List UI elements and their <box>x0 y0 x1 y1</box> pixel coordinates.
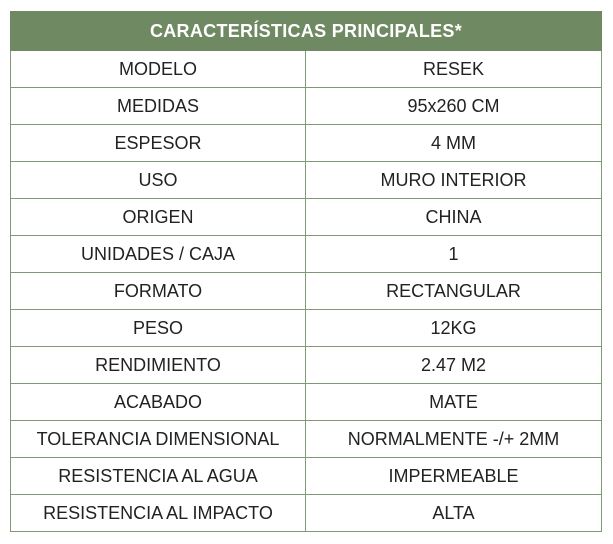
specs-table <box>10 11 602 532</box>
row-label: ESPESOR <box>11 125 306 162</box>
row-label: PESO <box>11 310 306 347</box>
row-value: 1 <box>306 236 602 273</box>
row-label: RENDIMIENTO <box>11 347 306 384</box>
table-row <box>11 88 602 125</box>
table-row <box>11 495 602 532</box>
row-label: RESISTENCIA AL IMPACTO <box>11 495 306 532</box>
table-row <box>11 51 602 88</box>
table-row <box>11 310 602 347</box>
row-label: MODELO <box>11 51 306 88</box>
row-value: 95x260 CM <box>306 88 602 125</box>
row-label: USO <box>11 162 306 199</box>
row-value: RECTANGULAR <box>306 273 602 310</box>
row-label: ORIGEN <box>11 199 306 236</box>
row-label: MEDIDAS <box>11 88 306 125</box>
row-label: UNIDADES / CAJA <box>11 236 306 273</box>
table-row <box>11 125 602 162</box>
table-row <box>11 347 602 384</box>
row-value: ALTA <box>306 495 602 532</box>
table-row <box>11 199 602 236</box>
table-row <box>11 458 602 495</box>
row-label: FORMATO <box>11 273 306 310</box>
row-value: MATE <box>306 384 602 421</box>
table-title: CARACTERÍSTICAS PRINCIPALES* <box>11 12 602 51</box>
row-value: IMPERMEABLE <box>306 458 602 495</box>
row-value: CHINA <box>306 199 602 236</box>
row-value: 4 MM <box>306 125 602 162</box>
row-label: ACABADO <box>11 384 306 421</box>
row-value: 12KG <box>306 310 602 347</box>
row-value: RESEK <box>306 51 602 88</box>
table-header-row <box>11 12 602 51</box>
table-row <box>11 421 602 458</box>
table-row <box>11 162 602 199</box>
row-value: NORMALMENTE -/+ 2MM <box>306 421 602 458</box>
row-label: RESISTENCIA AL AGUA <box>11 458 306 495</box>
row-value: 2.47 M2 <box>306 347 602 384</box>
table-row <box>11 384 602 421</box>
table-row <box>11 273 602 310</box>
row-value: MURO INTERIOR <box>306 162 602 199</box>
row-label: TOLERANCIA DIMENSIONAL <box>11 421 306 458</box>
table-row <box>11 236 602 273</box>
